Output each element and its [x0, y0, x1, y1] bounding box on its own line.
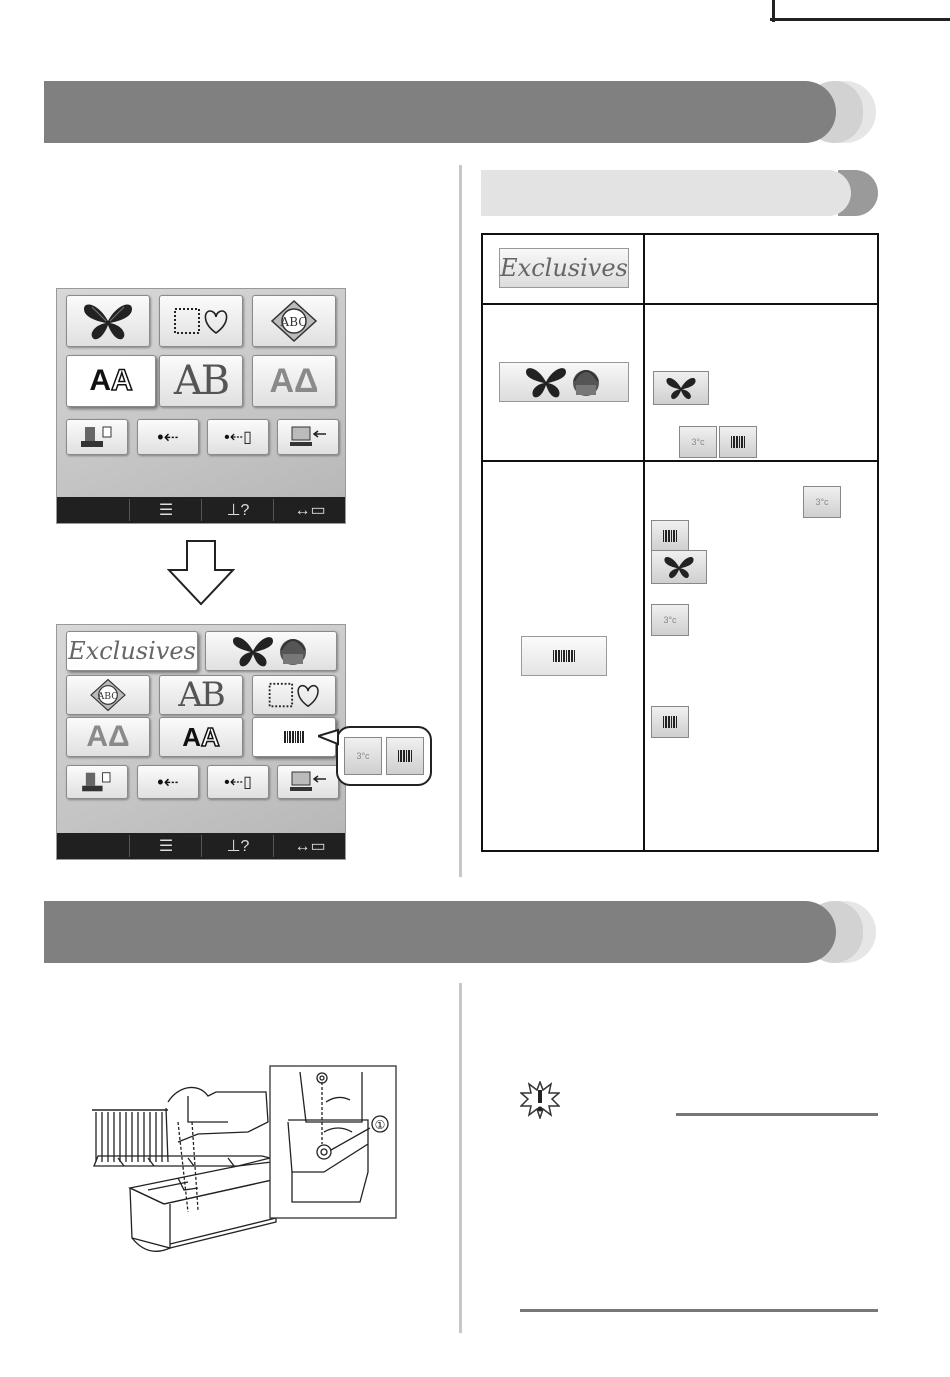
- butterfly-button[interactable]: [66, 295, 150, 347]
- list-button[interactable]: [129, 835, 202, 857]
- alphabet-ad-icon: AΔ: [86, 720, 130, 753]
- embroidery-machine-button[interactable]: [66, 765, 128, 799]
- help-icon: ⊥?: [226, 502, 250, 519]
- move-frame-button[interactable]: [273, 835, 346, 857]
- table-cell: [644, 234, 878, 304]
- section-header-bar: [44, 81, 836, 143]
- monogram-button[interactable]: [66, 675, 150, 715]
- stitch-icon-box: [651, 604, 689, 636]
- stitch-button[interactable]: [344, 737, 382, 775]
- stitch-icon: 3°c: [356, 751, 370, 761]
- exclusives-button: [499, 248, 629, 288]
- alphabet-aa-icon: AA: [89, 364, 133, 397]
- computer-usb-button[interactable]: [277, 419, 339, 455]
- category-table: [481, 233, 879, 852]
- butterfly-basket-button[interactable]: [205, 631, 337, 671]
- stitch-icon: 3°c: [815, 497, 829, 507]
- alphabet-ab-button[interactable]: [159, 355, 243, 407]
- embroidery-machine-icon: [77, 423, 117, 451]
- alphabet-ab-icon: AB: [173, 358, 229, 404]
- stitch-icon: 3°c: [691, 437, 705, 447]
- alphabet-aa-button[interactable]: [66, 355, 156, 407]
- help-button[interactable]: [201, 835, 274, 857]
- move-frame-icon: ↔▭: [294, 838, 326, 855]
- barcode-submenu-callout: [336, 726, 432, 786]
- alphabet-aa-button[interactable]: [159, 717, 243, 757]
- barcode-button[interactable]: [386, 737, 424, 775]
- table-row: [482, 234, 644, 304]
- svg-text:ABC: ABC: [280, 315, 308, 329]
- monogram-icon: [270, 299, 318, 343]
- usb-icon: •⇠: [157, 771, 179, 792]
- screen-footer: [57, 497, 345, 523]
- corner-mark: [772, 0, 775, 22]
- embroidery-machine-button[interactable]: [66, 419, 128, 455]
- stitch-icon: 3°c: [663, 615, 677, 625]
- usb-icon: •⇠: [157, 426, 179, 447]
- butterfly-icon-box: [653, 371, 709, 405]
- embroidery-machine-icon: [77, 769, 117, 795]
- usb-mouse-button[interactable]: [207, 765, 269, 799]
- move-frame-button[interactable]: [273, 499, 346, 521]
- screen-category-menu-expanded: [56, 624, 346, 860]
- frame-heart-icon: [172, 305, 230, 337]
- callout-number: ①: [374, 1118, 386, 1132]
- monogram-button[interactable]: [252, 295, 336, 347]
- list-icon: ☰: [158, 838, 174, 855]
- screen-footer: [57, 833, 345, 859]
- barcode-icon: [284, 731, 304, 743]
- usb-mouse-icon: •⇠▯: [224, 429, 252, 446]
- alphabet-ab-button[interactable]: [159, 675, 243, 715]
- note-bottom-rule: [520, 1309, 878, 1312]
- stitch-icon-box: [679, 426, 717, 458]
- butterfly-icon: [80, 301, 136, 341]
- stitch-icon-box: [803, 486, 841, 518]
- list-icon: ☰: [158, 502, 174, 519]
- list-button[interactable]: [129, 499, 202, 521]
- alphabet-aa-icon: AA: [182, 721, 220, 752]
- column-divider: [459, 165, 462, 877]
- section-header-bar: [44, 901, 836, 963]
- butterfly-basket-icon: [231, 634, 311, 668]
- usb-mouse-button[interactable]: [207, 419, 269, 455]
- butterfly-basket-button: [499, 362, 629, 402]
- barcode-icon: [663, 716, 678, 728]
- table-cell: [644, 461, 878, 851]
- butterfly-icon: [664, 375, 698, 401]
- usb-button[interactable]: [137, 765, 199, 799]
- butterfly-basket-icon: [524, 365, 604, 399]
- svg-text:ABC: ABC: [97, 690, 119, 702]
- table-row: [482, 461, 644, 851]
- barcode-icon: [398, 750, 413, 762]
- down-arrow-icon: [167, 540, 235, 606]
- alphabet-ad-icon: AΔ: [269, 361, 319, 400]
- alphabet-ad-button[interactable]: [66, 717, 150, 757]
- note-top-rule: [676, 1113, 878, 1116]
- barcode-button: [521, 636, 607, 676]
- screen-category-menu: [56, 288, 346, 524]
- corner-mark: [770, 18, 950, 21]
- note-icon: [520, 1081, 560, 1119]
- help-icon: ⊥?: [226, 838, 250, 855]
- table-row: [482, 304, 644, 461]
- usb-mouse-icon: •⇠▯: [224, 774, 252, 791]
- alphabet-ad-button[interactable]: [252, 355, 336, 407]
- frame-heart-icon: [265, 680, 323, 710]
- help-button[interactable]: [201, 499, 274, 521]
- computer-usb-icon: [288, 769, 328, 795]
- frame-heart-button[interactable]: [252, 675, 336, 715]
- butterfly-icon-box: [651, 550, 707, 584]
- barcode-icon-box: [651, 520, 689, 552]
- exclusives-label: Exclusives: [68, 637, 196, 665]
- exclusives-label: Exclusives: [500, 254, 628, 282]
- frame-heart-button[interactable]: [159, 295, 243, 347]
- exclusives-button[interactable]: [66, 631, 198, 671]
- computer-usb-icon: [288, 424, 328, 450]
- embroidery-machine-illustration: [88, 1062, 400, 1272]
- subsection-header-bar: [481, 170, 851, 216]
- column-divider: [459, 983, 462, 1333]
- monogram-icon: [88, 678, 128, 712]
- barcode-icon-box: [651, 706, 689, 738]
- callout-1: [372, 1116, 388, 1132]
- table-cell: [644, 304, 878, 461]
- butterfly-icon: [662, 554, 696, 580]
- barcode-icon-box: [719, 426, 757, 458]
- barcode-icon: [731, 436, 746, 448]
- callout-pointer: [318, 728, 340, 748]
- barcode-icon: [663, 530, 678, 542]
- usb-button[interactable]: [137, 419, 199, 455]
- computer-usb-button[interactable]: [277, 765, 339, 799]
- alphabet-ab-icon: AB: [178, 675, 224, 715]
- move-frame-icon: ↔▭: [294, 502, 326, 519]
- barcode-icon: [553, 650, 575, 662]
